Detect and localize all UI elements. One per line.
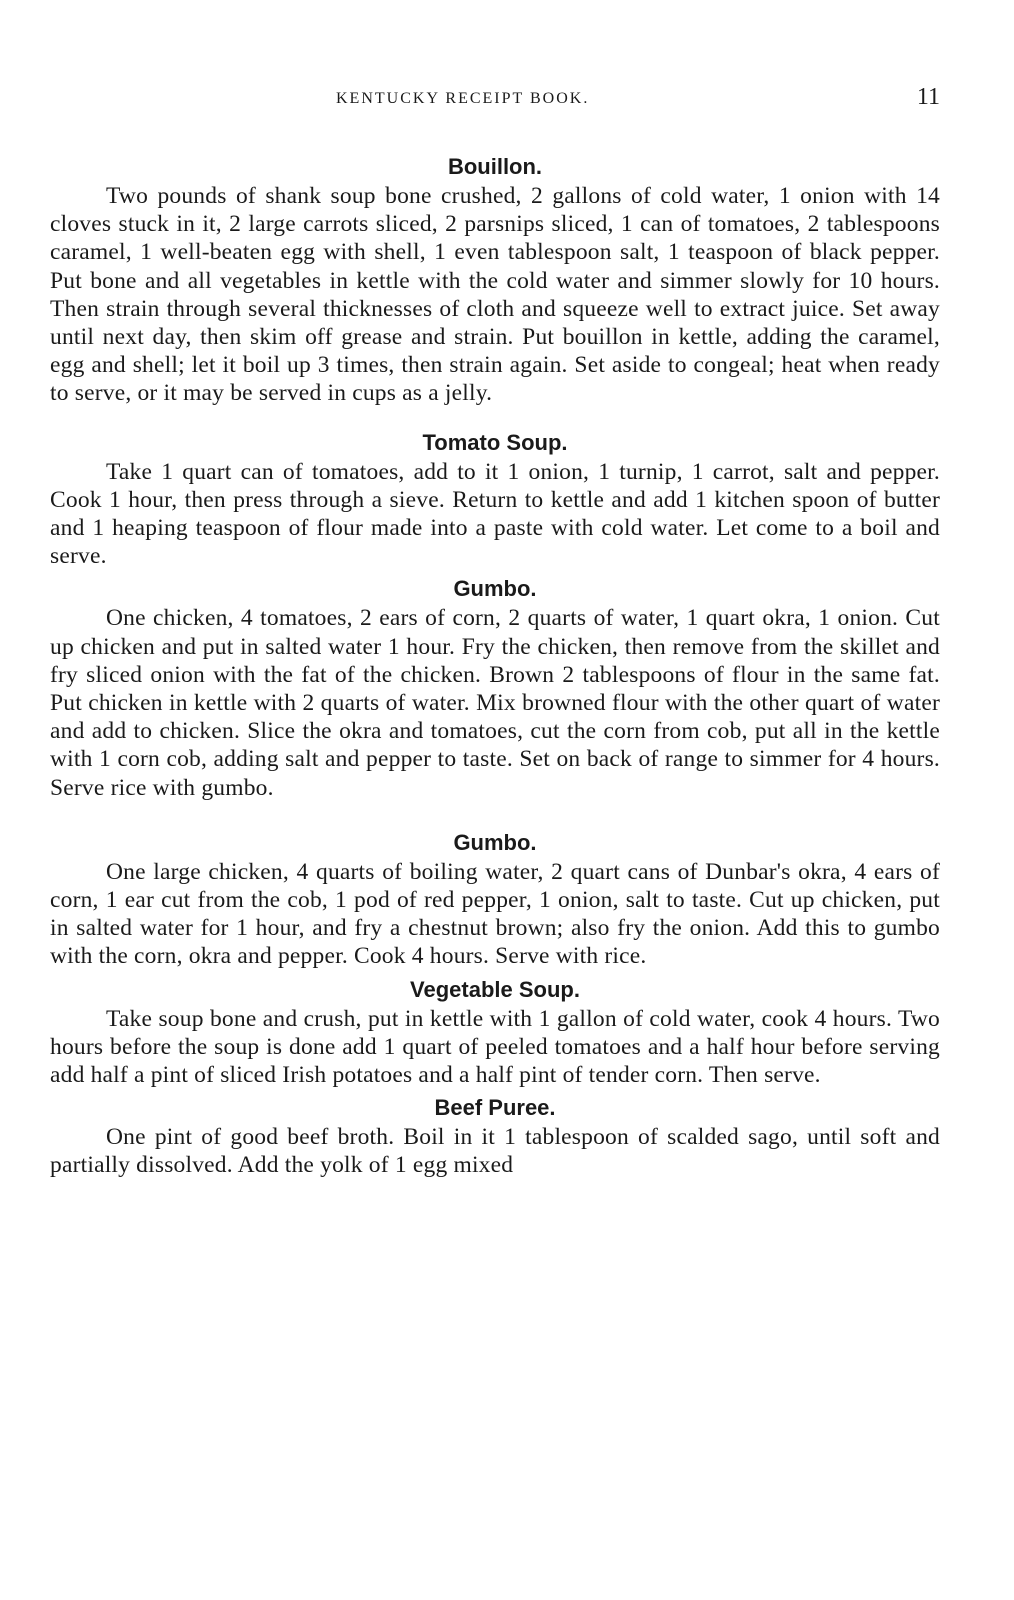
running-head: KENTUCKY RECEIPT BOOK. xyxy=(336,90,590,107)
recipe-body: Take soup bone and crush, put in kettle with 1 gallon of cold water, cook 4 hours. Two hours before the soup is done add 1 quart of peeled tomatoes and a half hour before serving add half a pint of sliced Irish potatoes and a half pint of tender corn. Then serve. xyxy=(50,1005,940,1089)
page-content xyxy=(50,152,940,1180)
recipe-body: One chicken, 4 tomatoes, 2 ears of corn, 2 quarts of water, 1 quart okra, 1 onion. Cut up chicken and put in salted water 1 hour. Fry the chicken, then remove from the skillet and fry sliced onion with the fat of the chicken. Brown 2 tablespoons of flour in the same fat. Put chicken in kettle with 2 quarts of water. Mix browned flour with the other quart of water and add to chicken. Slice the okra and tomatoes, cut the corn from cob, put all in the kettle with 1 corn cob, adding salt and pepper to taste. Set on back of range to simmer for 4 hours. Serve rice with gumbo. xyxy=(50,605,940,801)
recipe-title: Bouillon. xyxy=(447,154,543,179)
recipe-body: One pint of good beef broth. Boil in it 1 tablespoon of scalded sago, until soft and partially dissolved. Add the yolk of 1 egg mixed xyxy=(50,1124,940,1179)
recipe-tomato-soup xyxy=(50,428,940,571)
recipe-title: Beef Puree. xyxy=(434,1095,556,1121)
recipe-gumbo xyxy=(50,574,940,801)
recipe-title: Vegetable Soup. xyxy=(410,976,580,1002)
recipe-bouillon xyxy=(50,152,940,408)
recipe-beef-puree xyxy=(50,1093,940,1179)
recipe-gumbo-2 xyxy=(50,828,940,971)
page-header xyxy=(50,84,940,114)
recipe-body: Two pounds of shank soup bone crushed, 2 gallons of cold water, 1 onion with 14 cloves stuck in it, 2 large carrots sliced, 2 parsnips sliced, 1 can of tomatoes, 2 tablespoons caramel, 1 well-beaten egg with shell, 1 even tablespoon salt, 1 teaspoon of black pepper. Put bone and all vegetables in kettle with the cold water and simmer slowly for 10 hours. Then strain through several thicknesses of cloth and squeeze well to extract juice. Set away until next day, then skim off grease and strain. Put bouillon in kettle, adding the caramel, egg and shell; let it boil up 3 times, then strain again. Set aside to congeal; heat when ready to serve, or it may be served in cups as a jelly. xyxy=(50,183,940,407)
recipe-title: Gumbo. xyxy=(453,576,537,602)
recipe-body: Take 1 quart can of tomatoes, add to it 1 onion, 1 turnip, 1 carrot, salt and pepper. Cook 1 hour, then press through a sieve. Return to kettle and add 1 kitchen spoon of butter and 1 heaping teaspoon of flour made into a paste with cold water. Let come to a boil and serve. xyxy=(50,458,940,570)
page-number: 11 xyxy=(916,84,940,110)
recipe-body: One large chicken, 4 quarts of boiling water, 2 quart cans of Dunbar's okra, 4 ears of corn, 1 ear cut from the cob, 1 pod of red pepper, 1 onion, salt to taste. Cut up chicken, put in salted water for 1 hour, and fry a chestnut brown; also fry the onion. Add this to gumbo with the corn, okra and pepper. Cook 4 hours. Serve with rice. xyxy=(50,858,940,970)
recipe-title: Gumbo. xyxy=(453,829,537,855)
recipe-vegetable-soup xyxy=(50,975,940,1090)
recipe-title: Tomato Soup. xyxy=(422,429,568,455)
